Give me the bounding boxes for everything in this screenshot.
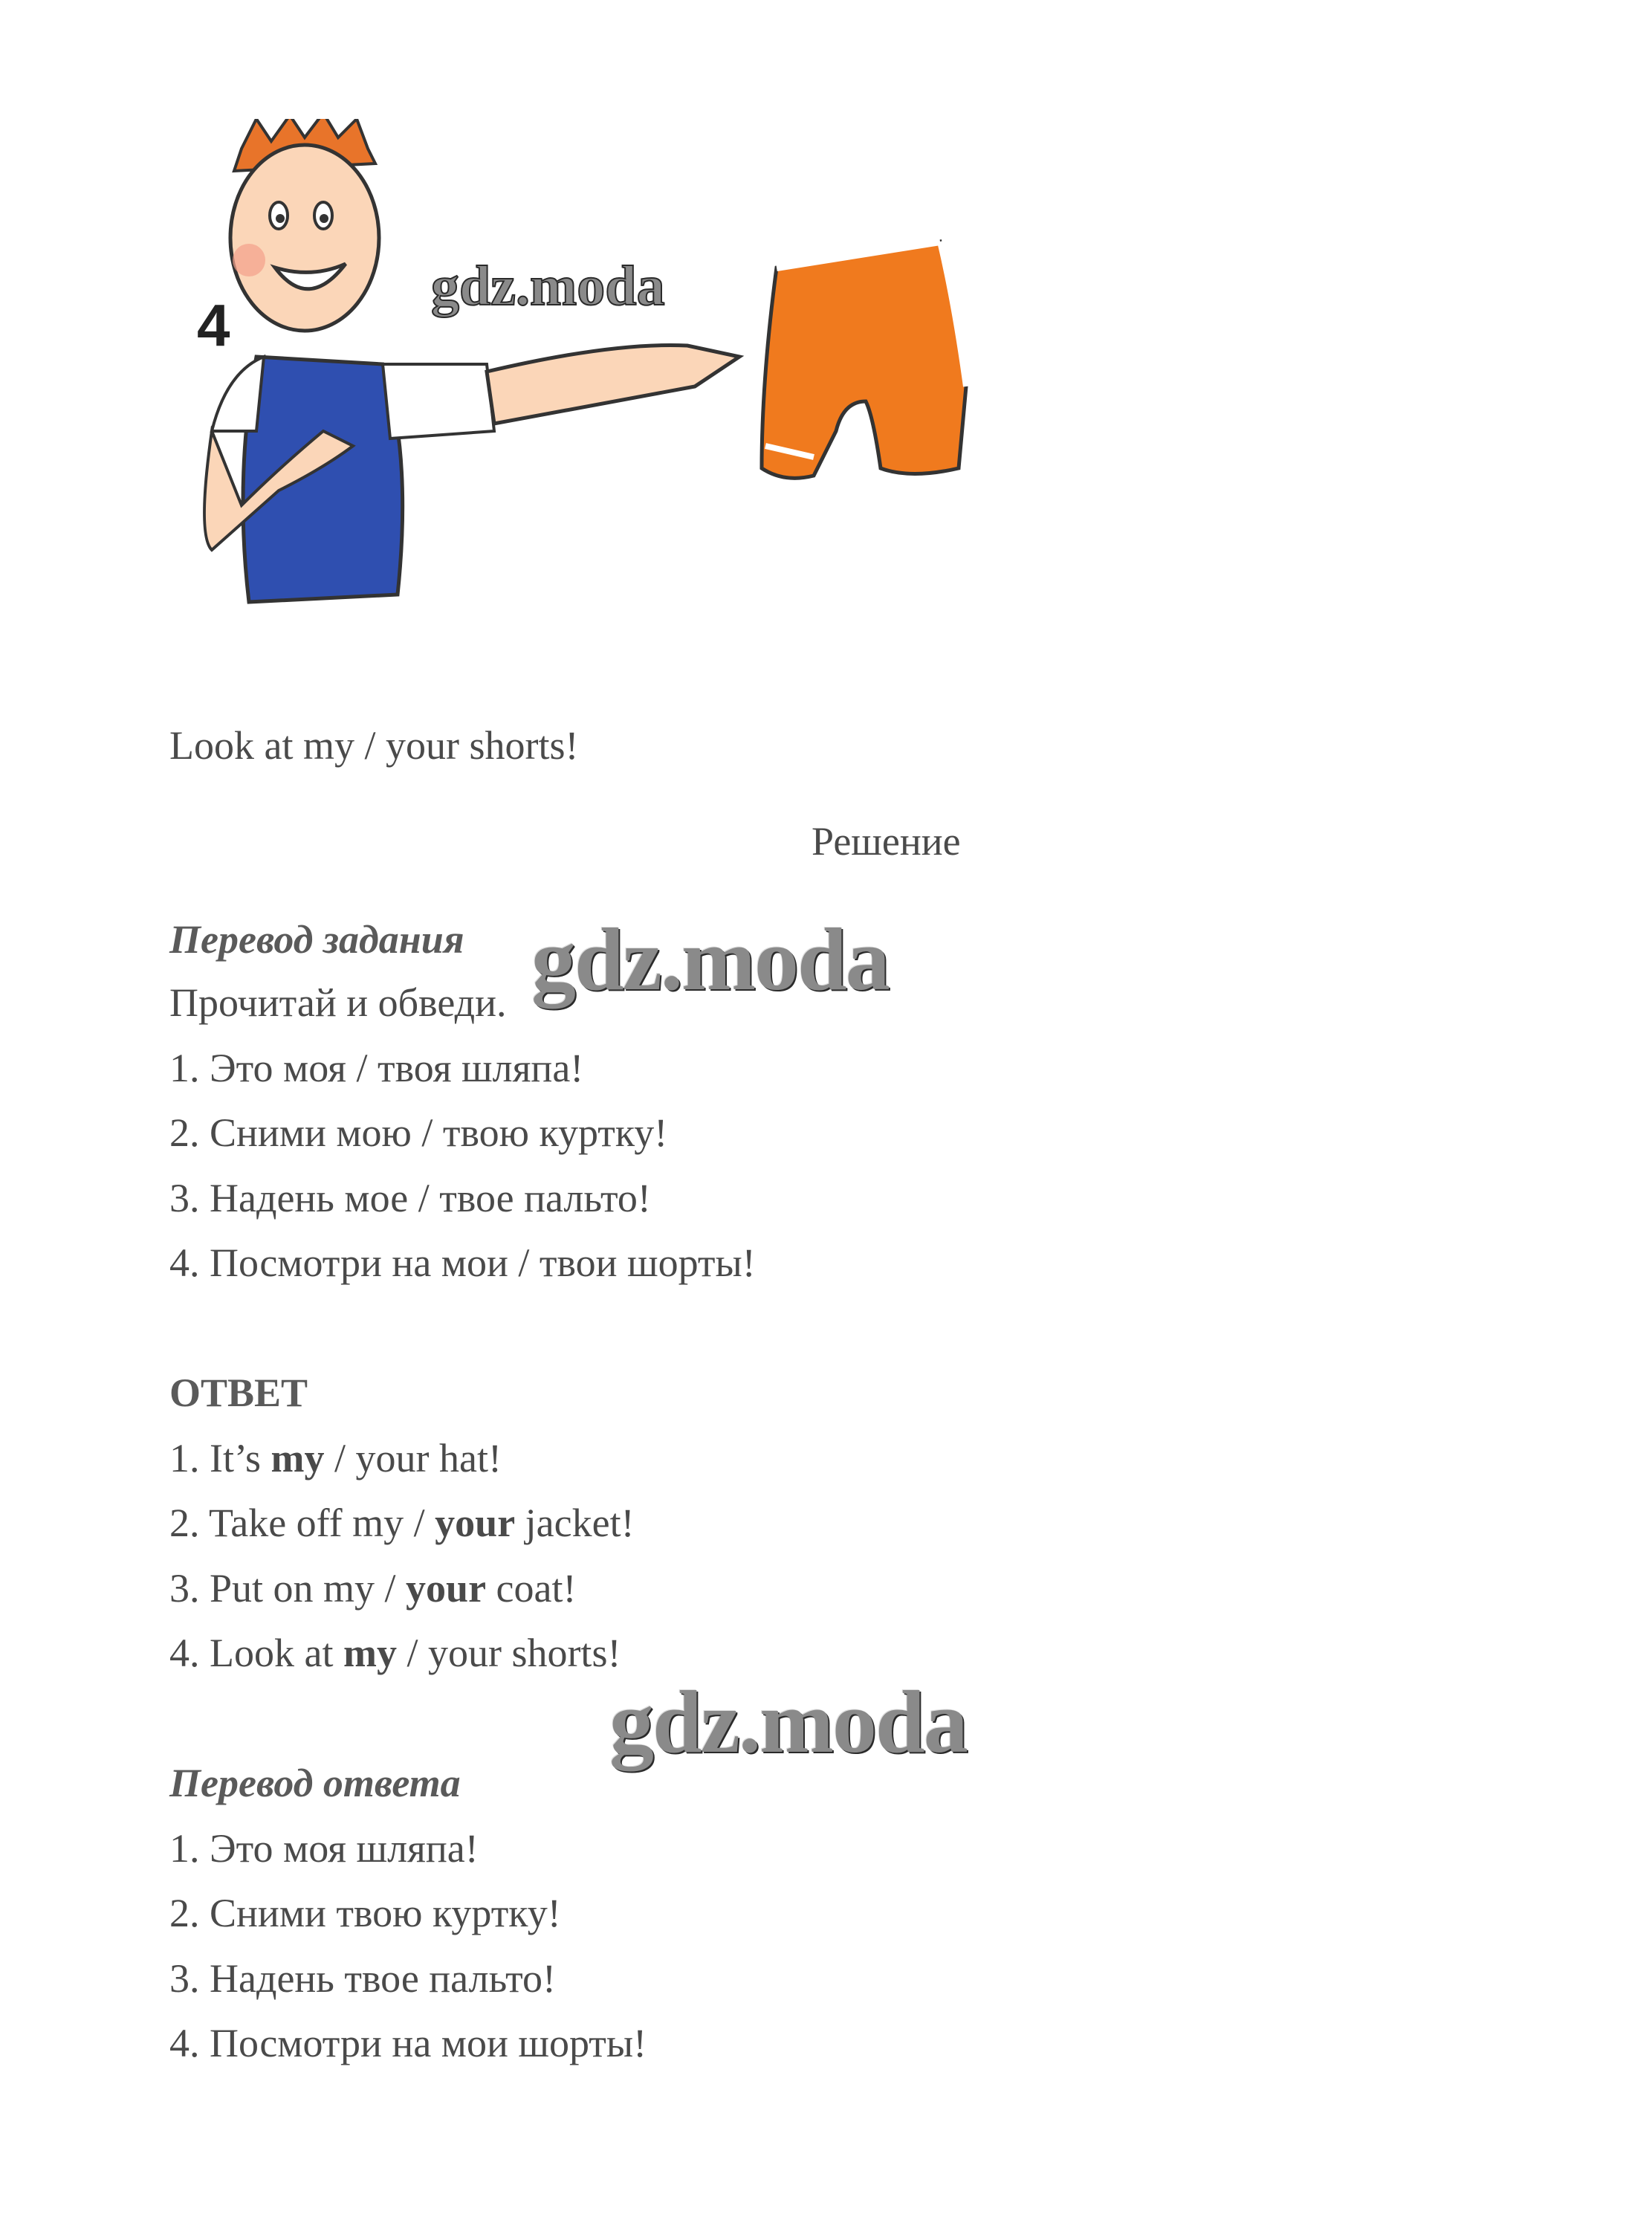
task-translation-item-4: 4. Посмотри на мои / твои шорты!	[169, 1240, 756, 1285]
answer-item-2: 2. Take off my / your jacket!	[169, 1501, 635, 1545]
task-sentence: Look at my / your shorts!	[169, 723, 579, 768]
shorts-drawing	[762, 242, 966, 478]
answer-translation-item-2: 2. Сними твою куртку!	[169, 1891, 561, 1935]
answer-translation-item-3: 3. Надень твое пальто!	[169, 1956, 557, 2001]
solution-label: Решение	[812, 819, 961, 864]
illustration-boy-shorts	[167, 119, 1089, 706]
answer-item-3: 3. Put on my / your coat!	[169, 1566, 577, 1611]
boy-pointing-at-shorts-image	[167, 119, 1089, 706]
answer-translation-item-4: 4. Посмотри на мои шорты!	[169, 2021, 647, 2065]
picture-number-label: 4	[197, 292, 230, 358]
head-drawing	[230, 145, 379, 331]
answer-translation-heading: Перевод ответа	[169, 1761, 461, 1805]
task-translation-intro: Прочитай и обведи.	[169, 980, 507, 1025]
answer-heading: ОТВЕТ	[169, 1370, 308, 1415]
watermark-1: gdz.moda	[531, 910, 889, 1009]
picture-watermark: gdz.moda	[431, 255, 665, 317]
answer-translation-item-1: 1. Это моя шляпа!	[169, 1826, 479, 1871]
answer-item-1: 1. It’s my / your hat!	[169, 1436, 502, 1480]
task-translation-item-2: 2. Сними мою / твою куртку!	[169, 1110, 668, 1155]
task-translation-heading: Перевод задания	[169, 917, 464, 962]
task-translation-item-1: 1. Это моя / твоя шляпа!	[169, 1046, 584, 1090]
watermark-2: gdz.moda	[609, 1672, 967, 1771]
answer-item-4: 4. Look at my / your shorts!	[169, 1631, 621, 1675]
task-translation-item-3: 3. Надень мое / твое пальто!	[169, 1176, 651, 1220]
